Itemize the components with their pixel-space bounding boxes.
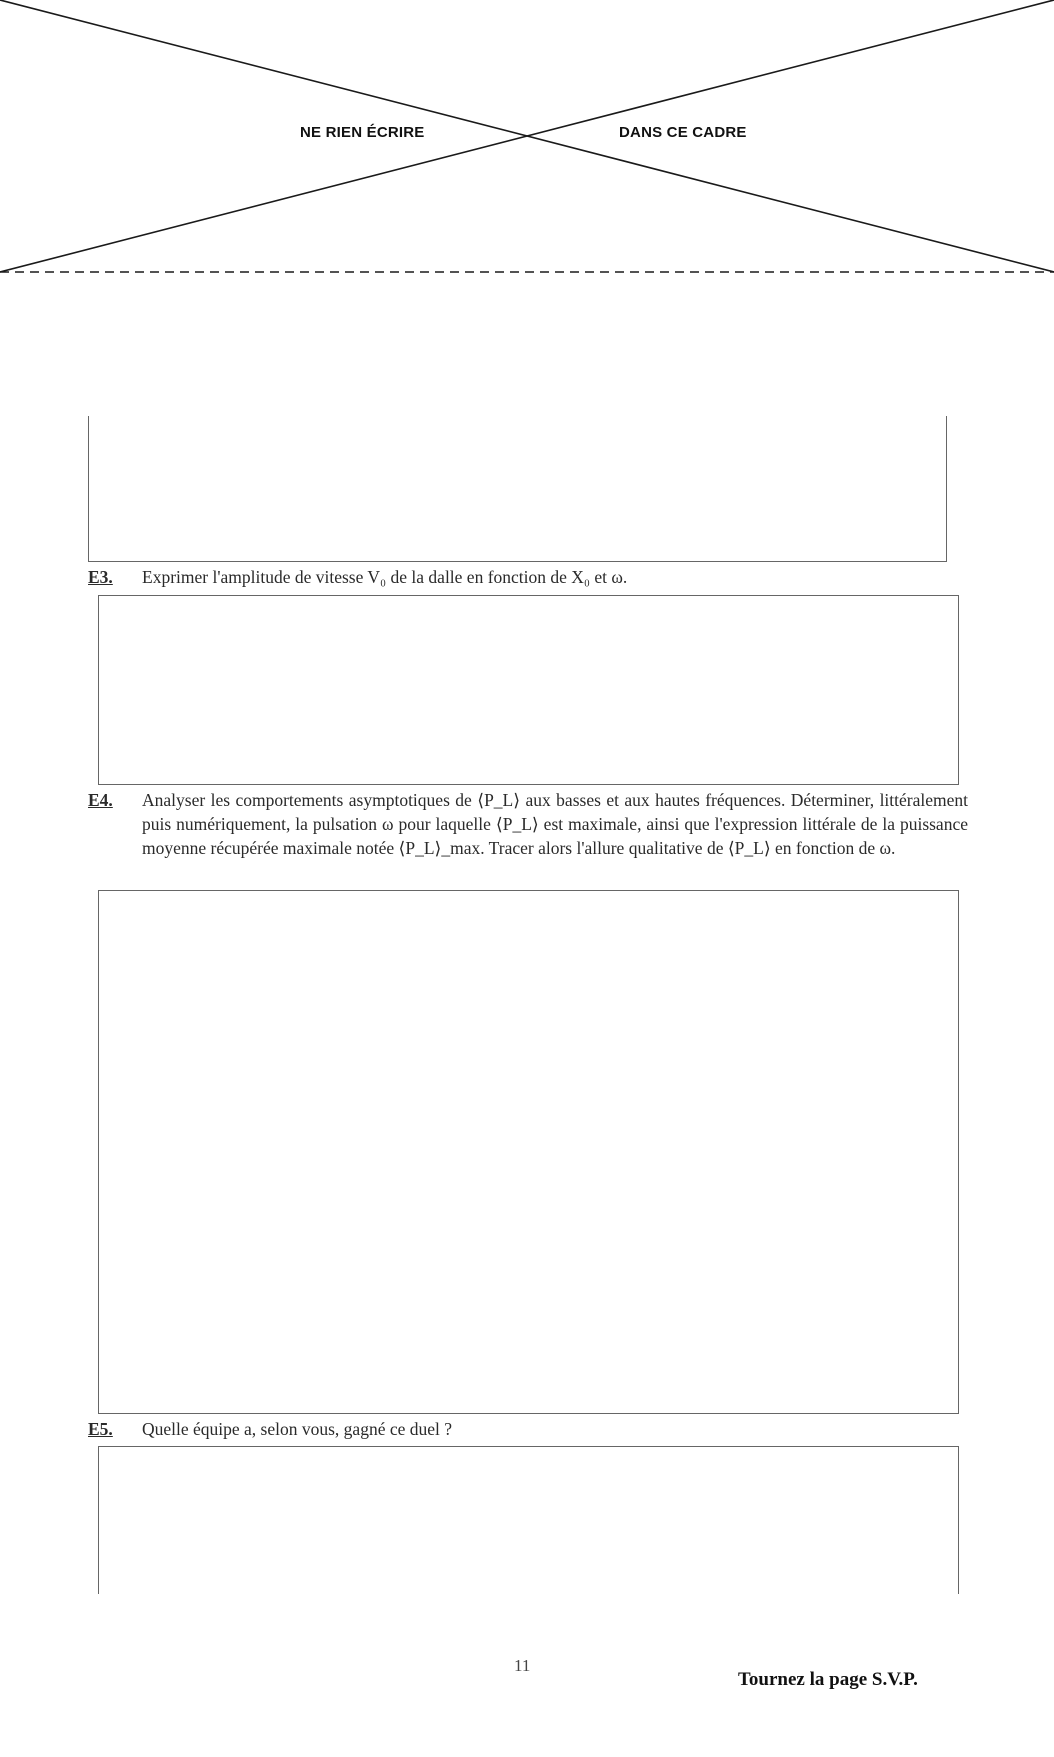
question-number: E3.: [88, 567, 113, 587]
turn-page-note: Tournez la page S.V.P.: [738, 1669, 918, 1690]
answer-box-e3[interactable]: [98, 595, 959, 785]
answer-box-e4[interactable]: [98, 890, 959, 1414]
no-write-zone-cross: [0, 0, 1054, 275]
question-number: E4.: [88, 790, 113, 810]
question-text: Analyser les comportements asymptotiques de ⟨P_L⟩ aux basses et aux hautes fréquences. Déterminer, littéralement puis numériquement, la pulsation ω pour laquelle ⟨P_L⟩ est maximale, ainsi que l'expression littérale de la puissance moyenne récupérée maximale notée ⟨P_L⟩_max. Tracer alors l'allure qualitative de ⟨P_L⟩ en fonction de ω.: [142, 790, 968, 858]
no-write-zone-label-right: DANS CE CADRE: [619, 124, 747, 141]
answer-box-e5[interactable]: [98, 1446, 959, 1594]
page-number: 11: [514, 1656, 531, 1675]
no-write-zone-label-left: NE RIEN ÉCRIRE: [300, 124, 425, 141]
question-text: Exprimer l'amplitude de vitesse V₀ de la dalle en fonction de X₀ et ω.: [142, 567, 628, 587]
answer-box-previous[interactable]: [88, 416, 947, 562]
question-e4: [88, 788, 968, 860]
question-e5: [88, 1417, 958, 1441]
question-text: Quelle équipe a, selon vous, gagné ce duel ?: [142, 1419, 453, 1439]
question-number: E5.: [88, 1419, 113, 1439]
question-e3: [88, 565, 958, 589]
